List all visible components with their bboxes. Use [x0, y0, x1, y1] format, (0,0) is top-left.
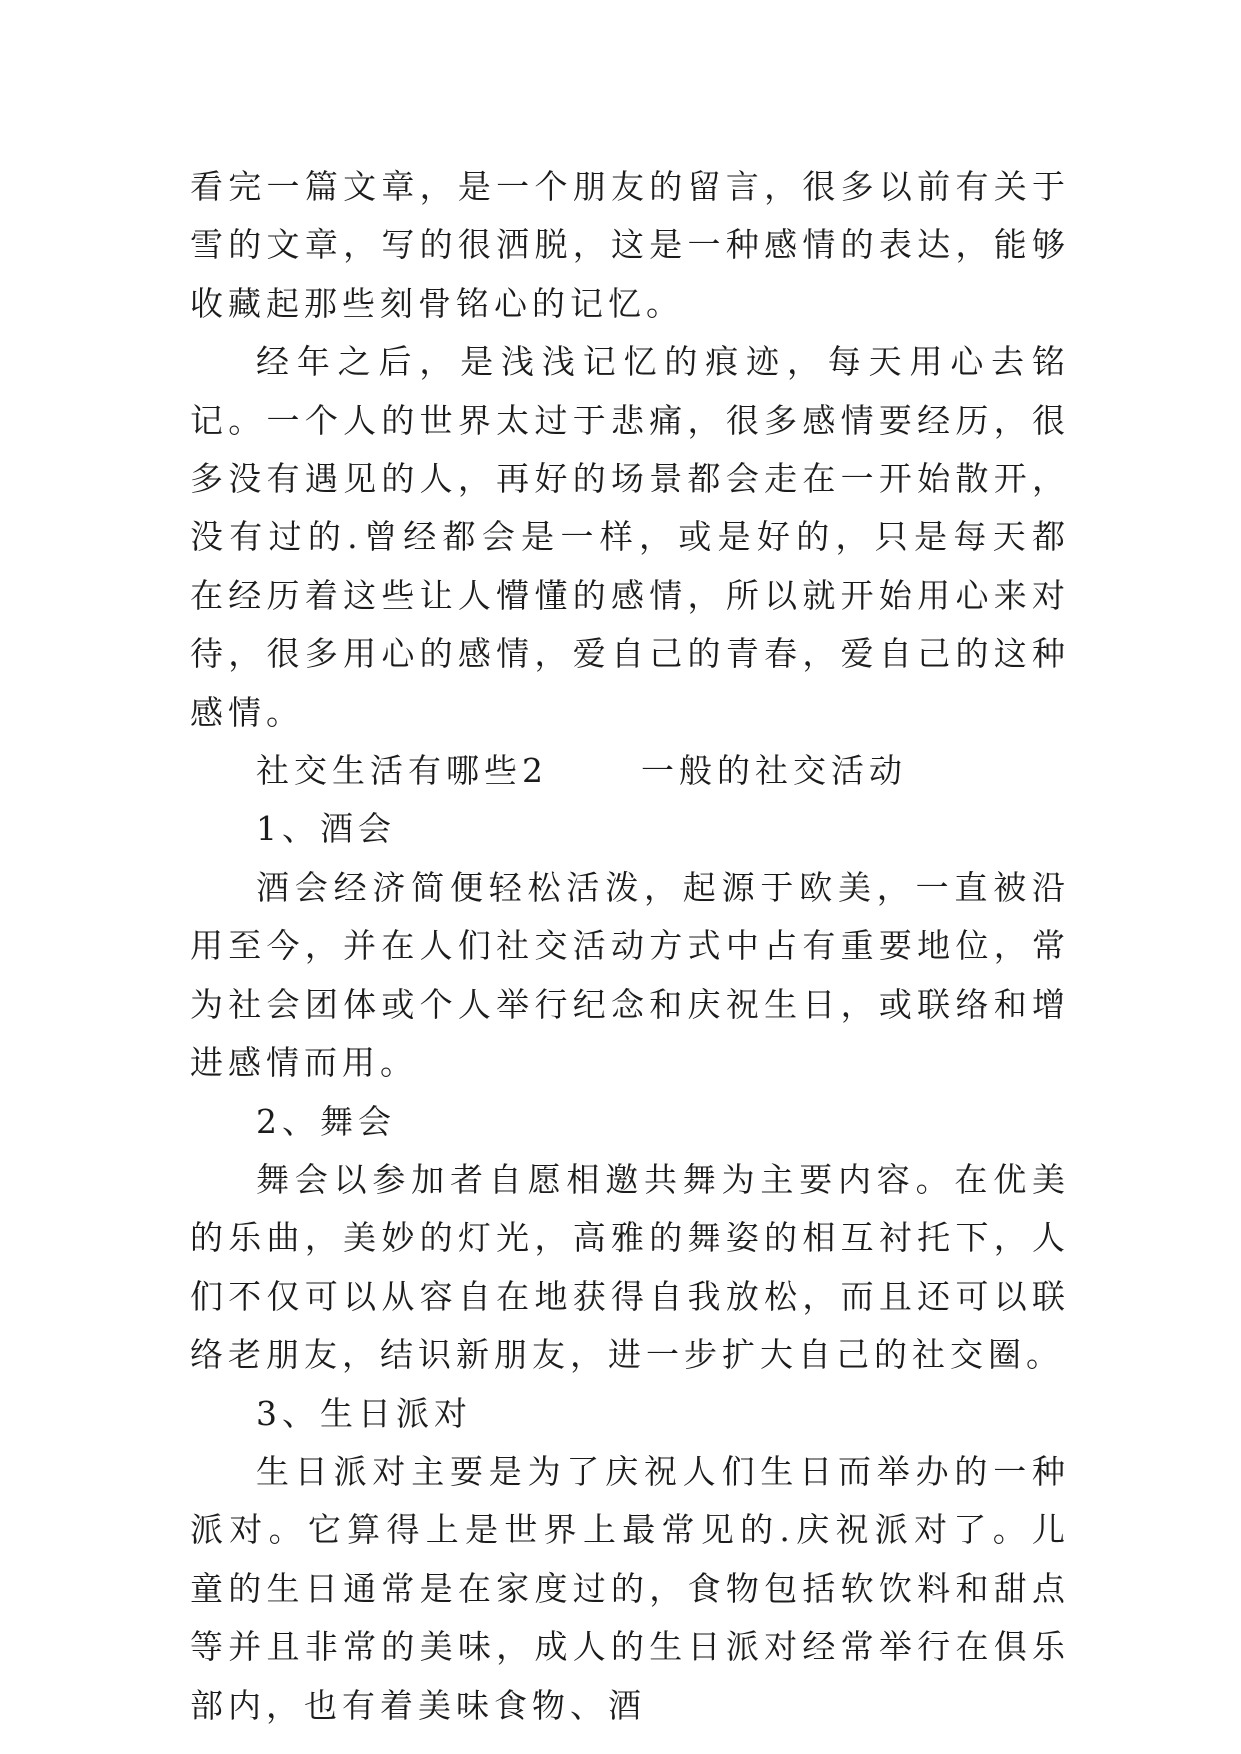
paragraph-intro: 看完一篇文章，是一个朋友的留言，很多以前有关于雪的文章，写的很洒脱，这是一种感情的表达，能够收藏起那些刻骨铭心的记忆。	[190, 167, 1070, 323]
item-body-cocktail-party: 酒会经济简便轻松活泼，起源于欧美，一直被沿用至今，并在人们社交活动方式中占有重要地位，常为社会团体或个人举行纪念和庆祝生日，或联络和增进感情而用。	[190, 867, 1070, 1083]
section-subtitle: 一般的社交活动	[640, 751, 907, 791]
paragraph-reflection: 经年之后，是浅浅记忆的痕迹，每天用心去铭记。一个人的世界太过于悲痛，很多感情要经历，很多没有遇见的人，再好的场景都会走在一开始散开，没有过的.曾经都会是一样，或是好的，只是每天都在经历着这些让人懵懂的感情，所以就开始用心来对待，很多用心的感情，爱自己的青春，爱自己的这种感情。	[190, 342, 1070, 732]
section-heading	[190, 742, 1070, 800]
item-heading-birthday-party: 3、生日派对	[256, 1393, 472, 1433]
item-body-dance-party: 舞会以参加者自愿相邀共舞为主要内容。在优美的乐曲，美妙的灯光，高雅的舞姿的相互衬托下，人们不仅可以从容自在地获得自我放松，而且还可以联络老朋友，结识新朋友，进一步扩大自己的社交圈。	[190, 1159, 1070, 1375]
document-body	[190, 158, 1070, 1735]
section-title: 社交生活有哪些2	[256, 751, 548, 791]
item-heading-dance-party: 2、舞会	[256, 1101, 396, 1141]
heading-gap	[548, 751, 641, 790]
item-body-birthday-party: 生日派对主要是为了庆祝人们生日而举办的一种派对。它算得上是世界上最常见的.庆祝派对了。儿童的生日通常是在家度过的，食物包括软饮料和甜点等并且非常的美味，成人的生日派对经常举行在俱乐部内，也有着美味食物、酒	[190, 1451, 1070, 1725]
item-heading-cocktail-party: 1、酒会	[256, 809, 396, 849]
